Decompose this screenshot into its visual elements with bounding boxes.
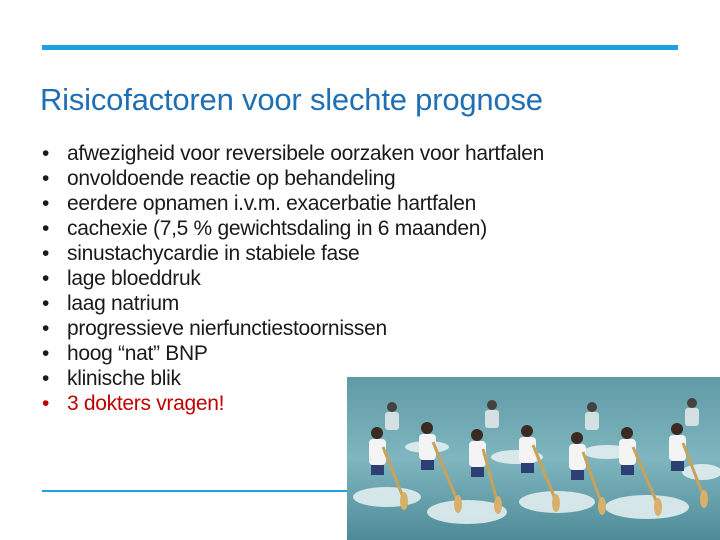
list-item (42, 266, 692, 291)
bullet-text: sinustachycardie in stabiele fase (67, 242, 360, 265)
bullet-icon: • (42, 192, 50, 215)
top-accent-rule (42, 45, 678, 50)
bullet-text: progressieve nierfunctiestoornissen (67, 317, 387, 340)
list-item (42, 241, 692, 266)
bullet-icon: • (42, 242, 50, 265)
risk-factor-list (42, 141, 692, 416)
bullet-icon: • (42, 342, 50, 365)
bullet-text: 3 dokters vragen! (67, 392, 225, 415)
slide-title: Risicofactoren voor slechte prognose (40, 82, 543, 117)
bullet-text: cachexie (7,5 % gewichtsdaling in 6 maanden) (67, 217, 487, 240)
dragon-boat-rowers-photo (347, 377, 720, 540)
list-item (42, 341, 692, 366)
bullet-icon: • (42, 292, 50, 315)
list-item (42, 316, 692, 341)
list-item (42, 291, 692, 316)
list-item (42, 191, 692, 216)
bullet-icon: • (42, 317, 50, 340)
bullet-text: eerdere opnamen i.v.m. exacerbatie hartfalen (67, 192, 476, 215)
list-item (42, 141, 692, 166)
bullet-text: onvoldoende reactie op behandeling (67, 167, 396, 190)
bottom-accent-rule (42, 490, 347, 492)
bullet-icon: • (42, 267, 50, 290)
list-item (42, 166, 692, 191)
bullet-text: afwezigheid voor reversibele oorzaken voor hartfalen (67, 142, 545, 165)
bullet-icon: • (42, 167, 50, 190)
bullet-icon: • (42, 392, 50, 415)
bullet-icon: • (42, 142, 50, 165)
bullet-text: lage bloeddruk (67, 267, 201, 290)
bullet-text: laag natrium (67, 292, 179, 315)
bullet-text: hoog “nat” BNP (67, 342, 208, 365)
bullet-text: klinische blik (67, 367, 181, 390)
list-item (42, 216, 692, 241)
bullet-icon: • (42, 367, 50, 390)
photo-illustration (347, 377, 720, 540)
bullet-icon: • (42, 217, 50, 240)
